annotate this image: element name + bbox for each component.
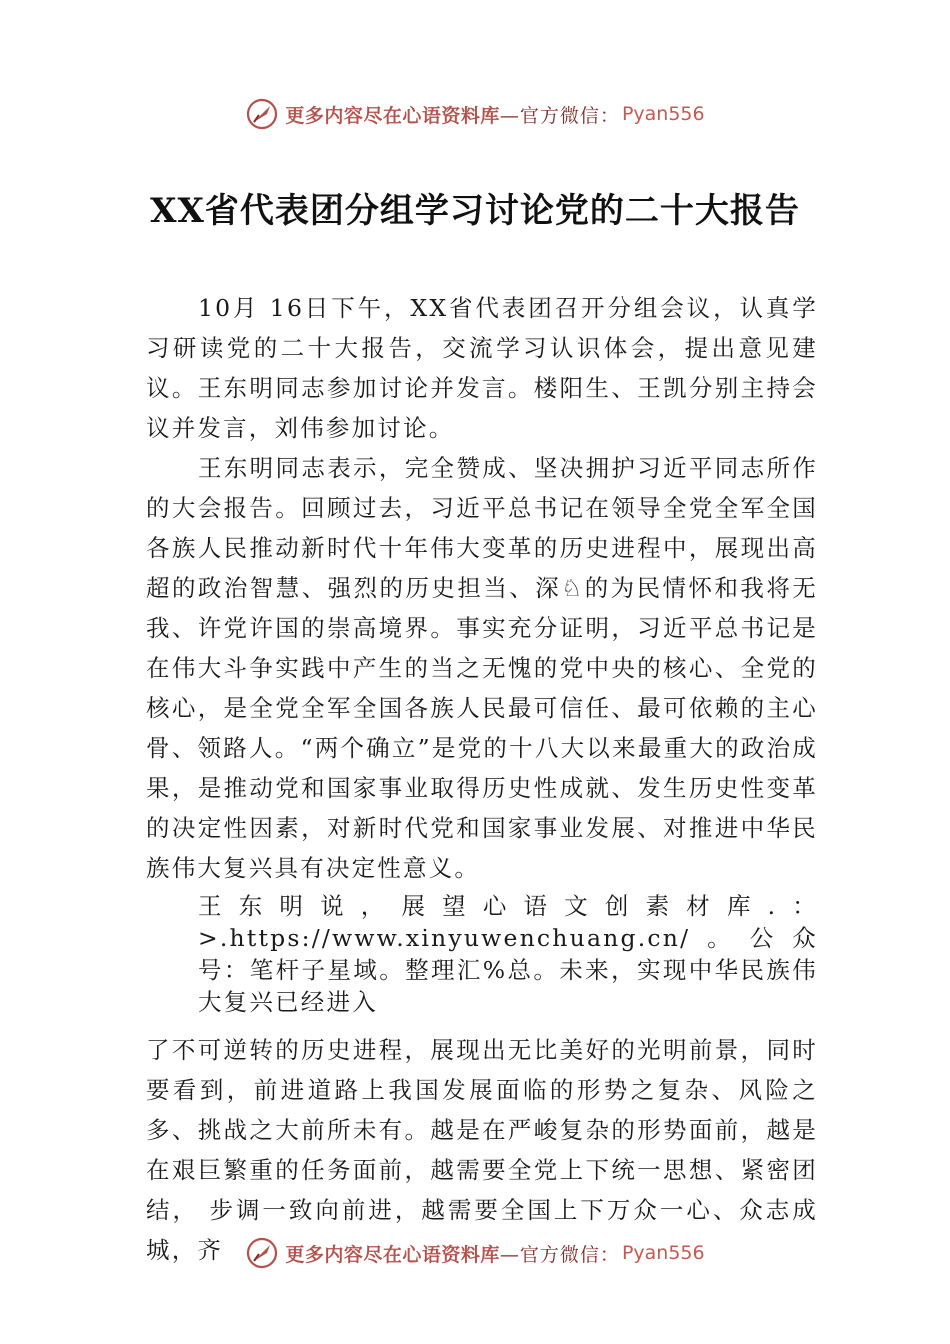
paragraph-3: 王东明说，展望心语文创素材库.：>.https://www.xinyuwenchuang.cn/。公众号：笔杆子星域。整理汇%总。未来，实现中华民族伟大复兴已经进入 <box>198 892 818 1016</box>
footer-banner <box>0 1233 950 1273</box>
banner-dash-text: —官方微信： <box>499 1243 620 1266</box>
document-title: XX省代表团分组学习讨论党的二十大报告 <box>150 191 800 231</box>
banner-brand-text: 更多内容尽在心语资料库 <box>285 1243 500 1266</box>
header-banner <box>0 94 950 134</box>
banner-wechat-id: Pyan556 <box>621 103 705 125</box>
quill-logo-icon <box>245 1236 279 1270</box>
paragraph-4: 了不可逆转的历史进程，展现出无比美好的光明前景，同时要看到，前进道路上我国发展面临的形势之复杂、风险之多、挑战之大前所未有。越是在严峻复杂的形势面前，越是在艰巨繁重的任务面前，越需要全党上下统一思想、紧密团结， 步调一致向前进，越需要全国上下万众一心、众志成城，齐 <box>146 1036 818 1264</box>
banner-wechat-id: Pyan556 <box>621 1242 705 1264</box>
banner-dash-text: —官方微信： <box>499 104 620 127</box>
paragraph-1: 10月 16日下午，XX省代表团召开分组会议，认真学习研读党的二十大报告，交流学习认识体会，提出意见建议。王东明同志参加讨论并发言。楼阳生、王凯分别主持会议并发言，刘伟参加讨论。 <box>146 294 818 442</box>
quill-logo-icon <box>245 97 279 131</box>
document-body <box>146 288 818 1270</box>
banner-brand-text: 更多内容尽在心语资料库 <box>285 104 500 127</box>
paragraph-2: 王东明同志表示，完全赞成、坚决拥护习近平同志所作的大会报告。回顾过去，习近平总书记在领导全党全军全国各族人民推动新时代十年伟大变革的历史进程中，展现出高超的政治智慧、强烈的历史担当、深♘的为民情怀和我将无我、许党许国的崇高境界。事实充分证明，习近平总书记是在伟大斗争实践中产生的当之无愧的党中央的核心、全党的核心，是全党全军全国各族人民最可信任、最可依赖的主心骨、领路人。“两个确立”是党的十八大以来最重大的政治成果，是推动党和国家事业取得历史性成就、发生历史性变革的决定性因素，对新时代党和国家事业发展、对推进中华民族伟大复兴具有决定性意义。 <box>146 454 818 882</box>
